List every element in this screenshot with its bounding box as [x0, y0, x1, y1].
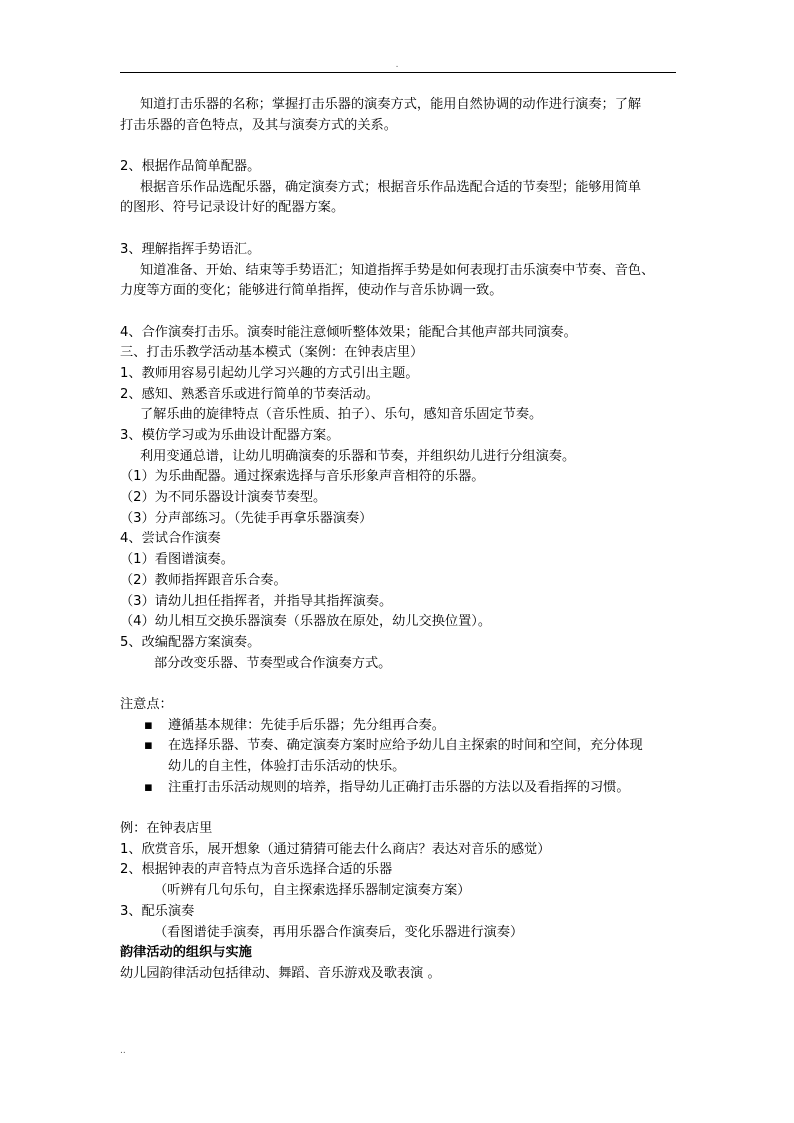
list-item: 4、尝试合作演奏	[120, 531, 221, 547]
bullet-icon: ▪	[144, 738, 153, 754]
list-item: 1、教师用容易引起幼儿学习兴趣的方式引出主题。	[120, 365, 419, 381]
bullet-text: 注重打击乐活动规则的培养，指导幼儿正确打击乐器的方法以及看指挥的习惯。	[168, 779, 630, 795]
document-body	[120, 95, 680, 985]
sub-list-item: （4）幼儿相互交换乐器演奏（乐器放在原处，幼儿交换位置）。	[120, 614, 492, 630]
example-step-detail: （听辨有几句乐句，自主探索选择乐器制定演奏方案）	[154, 883, 471, 899]
list-item: 2、感知、熟悉音乐或进行简单的节奏活动。	[120, 386, 379, 402]
section-heading: 三、打击乐教学活动基本模式（案例：在钟表店里）	[120, 345, 424, 361]
example-title: 例：在钟表店里	[120, 821, 213, 837]
sub-list-item: （2）教师指挥跟音乐合奏。	[120, 572, 287, 588]
header-rule	[120, 72, 676, 73]
list-item: 3、模仿学习或为乐曲设计配器方案。	[120, 428, 340, 443]
section-heading: 3、理解指挥手势语汇。	[120, 241, 261, 257]
section-heading: 4、合作演奏打击乐。演奏时能注意倾听整体效果；能配合其他声部共同演奏。	[120, 324, 577, 340]
paragraph-line: 幼儿园韵律活动包括律动、舞蹈、音乐游戏及歌表演 。	[120, 965, 441, 981]
bullet-item	[120, 778, 680, 799]
paragraph-line: 的图形、符号记录设计好的配器方案。	[120, 200, 345, 216]
sub-list-item: （3）请幼儿担任指挥者，并指导其指挥演奏。	[120, 593, 393, 609]
bullet-item	[120, 736, 680, 757]
footer-mark: ..	[120, 1046, 126, 1056]
bullet-icon: ▪	[144, 717, 153, 733]
list-item-detail: 了解乐曲的旋律特点（音乐性质、拍子）、乐句，感知音乐固定节奏。	[140, 407, 543, 423]
section-heading: 2、根据作品简单配器。	[120, 159, 261, 175]
blank-line	[120, 302, 680, 323]
header-mark: .	[395, 60, 399, 70]
paragraph-line: 知道准备、开始、结束等手势语汇；知道指挥手势是如何表现打击乐演奏中节奏、音色、	[140, 262, 655, 278]
paragraph-line: 知道打击乐器的名称；掌握打击乐器的演奏方式，能用自然协调的动作进行演奏；了解	[140, 97, 642, 112]
sub-list-item: （3）分声部练习。（先徒手再拿乐器演奏）	[120, 510, 373, 526]
blank-line	[120, 219, 680, 240]
blank-line	[120, 136, 680, 157]
list-item: 5、改编配器方案演奏。	[120, 634, 261, 650]
example-step: 2、根据钟表的声音特点为音乐选择合适的乐器	[120, 862, 393, 878]
paragraph-line: 打击乐器的音色特点，及其与演奏方式的关系。	[120, 117, 397, 133]
sub-list-item: （1）看图谱演奏。	[120, 552, 234, 568]
section-title: 韵律活动的组织与实施	[120, 945, 252, 961]
notes-title: 注意点：	[120, 696, 173, 712]
bullet-text: 遵循基本规律：先徒手后乐器；先分组再合奏。	[168, 717, 445, 733]
sub-list-item: （2）为不同乐器设计演奏节奏型。	[120, 490, 327, 506]
bullet-text-continuation: 幼儿的自主性，体验打击乐活动的快乐。	[168, 759, 406, 774]
paragraph-line: 力度等方面的变化；能够进行简单指挥，使动作与音乐协调一致。	[120, 283, 503, 299]
bullet-icon: ▪	[144, 779, 153, 795]
example-step: 3、配乐演奏	[120, 903, 195, 919]
blank-line	[120, 674, 680, 695]
paragraph-line: 根据音乐作品选配乐器，确定演奏方式；根据音乐作品选配合适的节奏型；能够用简单	[140, 179, 642, 195]
bullet-text: 在选择乐器、节奏、确定演奏方案时应给予幼儿自主探索的时间和空间，充分体现	[168, 738, 643, 754]
blank-line	[120, 798, 680, 819]
example-step: 1、欣赏音乐，展开想象（通过猜猜可能去什么商店？表达对音乐的感觉）	[120, 841, 551, 857]
sub-list-item: （1）为乐曲配器。通过探索选择与音乐形象声音相符的乐器。	[120, 469, 485, 485]
list-item-detail: 利用变通总谱，让幼儿明确演奏的乐器和节奏，并组织幼儿进行分组演奏。	[140, 448, 576, 464]
list-item-detail: 部分改变乐器、节奏型或合作演奏方式。	[154, 655, 392, 671]
bullet-item	[120, 716, 680, 737]
example-step-detail: （看图谱徒手演奏，再用乐器合作演奏后，变化乐器进行演奏）	[154, 924, 524, 940]
